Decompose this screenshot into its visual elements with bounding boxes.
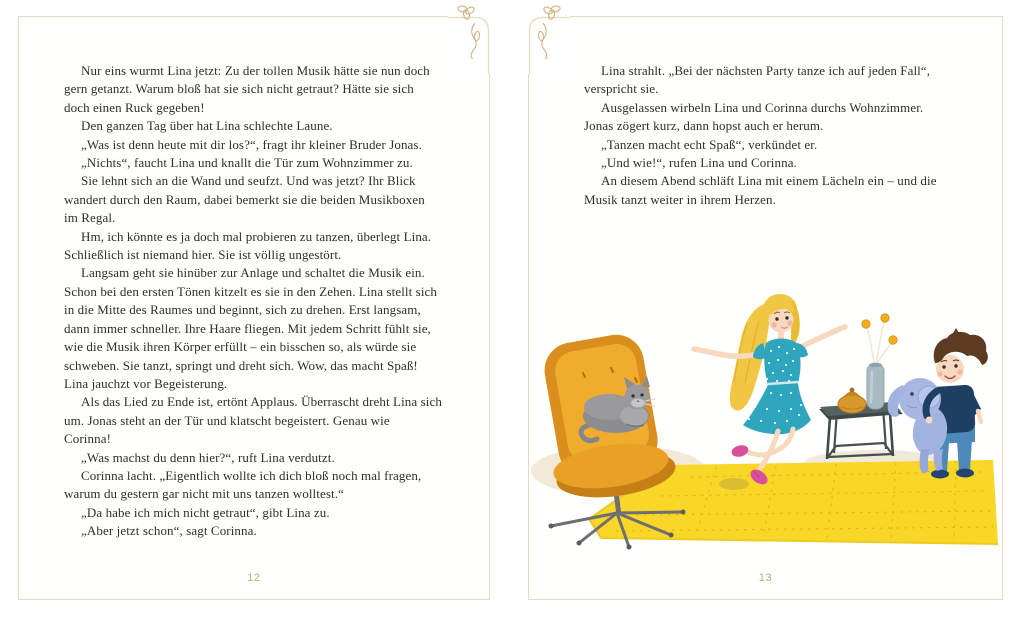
text-line: in die Mitte des Raumes und beginnt, sich zu drehen. Erst langsam,: [64, 302, 421, 318]
text-line: um. Jonas steht an der Tür und klatscht begeistert. Genau wie: [64, 412, 390, 428]
text-line: wandert durch den Raum, dabei bemerkt sie die beiden Musikboxen: [64, 191, 425, 207]
story-text-right: [584, 62, 984, 209]
flower-ball: [862, 320, 870, 328]
lidded-pot: [838, 388, 866, 413]
text-line: Ausgelassen wirbeln Lina und Corinna durchs Wohnzimmer.: [601, 99, 924, 115]
corner-flourish-icon: [528, 4, 570, 74]
text-line: doch einen Ruck gegeben!: [64, 99, 205, 115]
text-line: „Nichts“, faucht Lina und knallt die Tür zum Wohnzimmer zu.: [81, 155, 413, 171]
illustration-living-room: [531, 263, 1001, 563]
text-line: im Regal.: [64, 210, 116, 226]
text-line: „Aber jetzt schon“, sagt Corinna.: [81, 523, 257, 539]
text-line: dann immer schneller. Ihre Haare fliegen. Mit jedem Schritt fühlt sie,: [64, 320, 431, 336]
text-line: „Und wie!“, rufen Lina und Corinna.: [601, 155, 797, 171]
flower-ball: [881, 314, 889, 322]
flower-ball: [889, 336, 897, 344]
text-line: „Tanzen macht echt Spaß“, verkündet er.: [601, 136, 818, 152]
text-line: Als das Lied zu Ende ist, ertönt Applaus. Überrascht dreht Lina sich: [81, 394, 442, 410]
text-line: Schon bei den ersten Tönen kitzelt es sie in den Zehen. Lina stellt sich: [64, 283, 438, 299]
page-number-right: 13: [758, 572, 773, 584]
text-line: Hm, ich könnte es ja doch mal probieren zu tanzen, überlegt Lina.: [81, 228, 432, 244]
text-line: Lina strahlt. „Bei der nächsten Party tanze ich auf jeden Fall“,: [601, 63, 931, 78]
text-line: „Was machst du denn hier?“, ruft Lina verdutzt.: [81, 449, 335, 465]
text-line: Schließlich ist niemand hier. Sie ist völlig ungestört.: [64, 247, 342, 263]
story-text-left: [64, 62, 466, 541]
boy-shoe: [931, 470, 949, 479]
boy-shoe: [956, 469, 974, 478]
text-line: gern getanzt. Warum bloß hat sie sich nicht getraut? Hätte sie sich: [64, 81, 414, 97]
text-line: schweben. Sie tanzt, springt und dreht sich. Wow, das macht Spaß!: [64, 357, 418, 373]
text-line: Musik tanzt weiter in ihrem Herzen.: [584, 191, 776, 207]
girl-right-arm: [797, 327, 845, 349]
text-line: wie die Musik ihren Körper erfüllt – ein bisschen so, als würde sie: [64, 339, 417, 355]
page-left: [18, 16, 490, 600]
page-number-left: 12: [247, 572, 261, 584]
text-line: „Da habe ich mich nicht getraut“, gibt Lina zu.: [81, 504, 330, 520]
boy-hair: [934, 332, 988, 365]
text-line: Den ganzen Tag über hat Lina schlechte Laune.: [81, 118, 333, 134]
text-line: Langsam geht sie hinüber zur Anlage und schaltet die Musik ein.: [81, 265, 425, 281]
text-line: verspricht sie.: [584, 81, 659, 97]
page-right: [528, 16, 1003, 600]
text-line: warum du gestern gar nicht mit uns tanzen wolltest.“: [64, 486, 344, 502]
text-line: Nur eins wurmt Lina jetzt: Zu der tollen Musik hätte sie nun doch: [81, 63, 430, 78]
pink-shoe: [730, 443, 749, 458]
text-line: An diesem Abend schläft Lina mit einem Lächeln ein – und die: [601, 173, 937, 189]
text-line: Sie lehnt sich an die Wand und seufzt. Und was jetzt? Ihr Blick: [81, 173, 416, 189]
text-line: Corinna lacht. „Eigentlich wollte ich dich bloß noch mal fragen,: [81, 467, 422, 483]
text-line: „Was ist denn heute mit dir los?“, fragt ihr kleiner Bruder Jonas.: [81, 136, 422, 152]
text-line: Jonas zögert kurz, dann hopst auch er herum.: [584, 118, 824, 134]
text-line: Lina jauchzt vor Begeisterung.: [64, 375, 228, 391]
text-line: Corinna!: [64, 431, 112, 447]
